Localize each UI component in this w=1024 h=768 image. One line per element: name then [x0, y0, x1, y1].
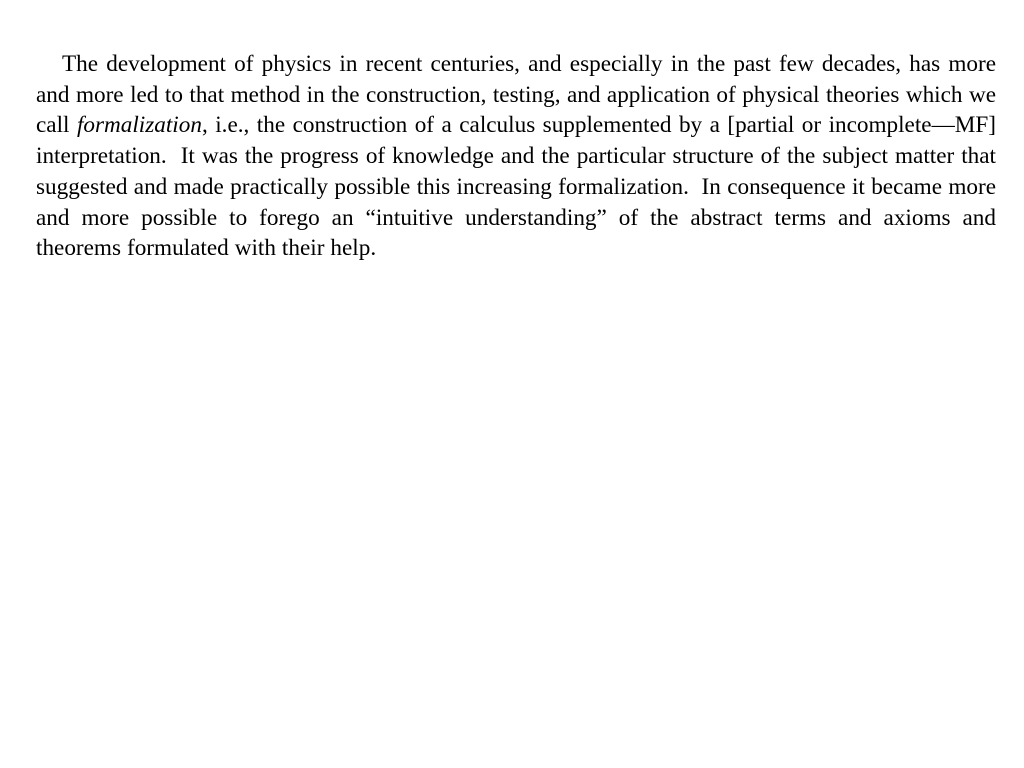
document-page [36, 49, 996, 264]
body-paragraph [36, 49, 996, 264]
emphasized-term: formalization [76, 112, 202, 139]
paragraph-text-end: , i.e., the construction of a calculus supplemented by a [partial or incomplete—MF] interpretation. It was the progress of knowledge and the particular structure of the subject matter that suggested and made practically possible this increasing formalization. In consequence it became more and more possible to forego an “intuitive understanding” of the abstract terms and axioms and theorems formulated with their help. [36, 112, 997, 262]
paragraph-text-start: The development of physics in recent centuries, and especially in the past few decades, has more and more led to that method in the construction, testing, and application of physical theories which we call [36, 51, 996, 139]
